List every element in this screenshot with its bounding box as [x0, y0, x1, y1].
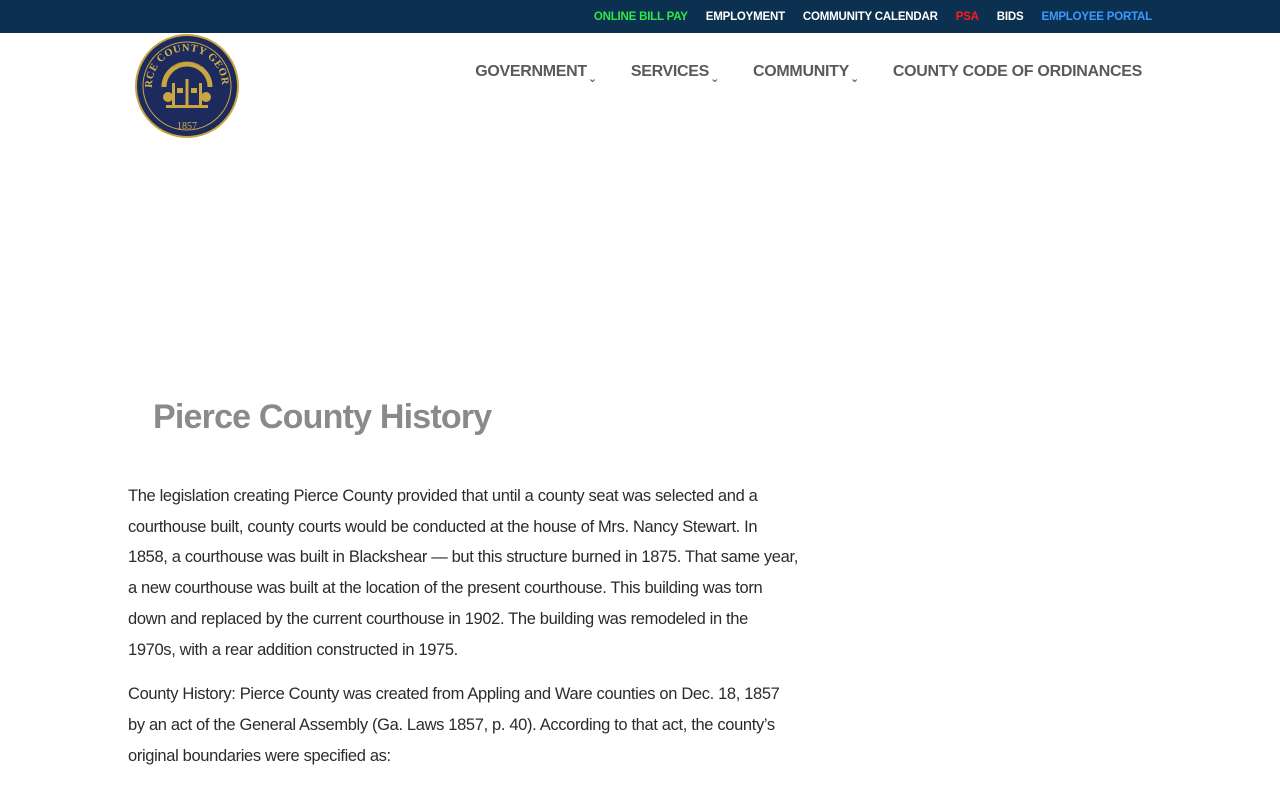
online-bill-pay-link[interactable]: ONLINE BILL PAY	[593, 10, 688, 23]
history-paragraph: County History: Pierce County was created from Appling and Ware counties on Dec. 18, 1857 by an act of the General Assembly (Ga. Laws 1857, p. 40). According to that act, the county’s original boundaries were specified as:	[128, 685, 780, 765]
main-navigation	[475, 63, 1142, 85]
county-seal-logo[interactable]	[134, 33, 240, 139]
employment-link[interactable]: EMPLOYMENT	[705, 10, 785, 23]
history-paragraph: The legislation creating Pierce County provided that until a county seat was selected and a courthouse built, county courts would be conducted at the house of Mrs. Nancy Stewart. In 1858, a courthouse was built in Blackshear — but this structure burned in 1875. That same year, a new courthouse was built at the location of the present courthouse. This building was torn down and replaced by the current courthouse in 1902. The building was remodeled in the 1970s, with a rear addition constructed in 1975.	[128, 487, 798, 659]
utility-links	[594, 0, 1152, 33]
nav-government[interactable]	[475, 63, 597, 85]
seal-year: 1857	[177, 121, 197, 132]
chevron-down-icon: ⌄	[587, 73, 597, 85]
community-calendar-link[interactable]: COMMUNITY CALENDAR	[802, 10, 938, 23]
nav-services[interactable]	[630, 63, 719, 85]
psa-link[interactable]: PSA	[955, 10, 979, 23]
chevron-down-icon: ⌄	[710, 73, 719, 85]
nav-services-label: SERVICES	[630, 63, 710, 80]
article-body	[128, 481, 798, 785]
site-header	[0, 33, 1280, 143]
nav-county-code-of-ordinances[interactable]	[893, 63, 1142, 81]
nav-community-label: COMMUNITY	[752, 63, 849, 80]
nav-government-label: GOVERNMENT	[475, 63, 587, 80]
bids-link[interactable]: BIDS	[996, 10, 1024, 23]
seal-top-text: RCE COUNTY GEOR	[143, 42, 231, 89]
employee-portal-link[interactable]: EMPLOYEE PORTAL	[1041, 10, 1152, 23]
seal-arch-text: CONSTITUTION	[171, 57, 203, 68]
page-title: Pierce County History	[153, 398, 492, 436]
county-seal-graphic	[134, 33, 240, 139]
chevron-down-icon: ⌄	[849, 73, 859, 85]
top-utility-bar	[0, 0, 1280, 33]
nav-county-code-label: COUNTY CODE OF ORDINANCES	[892, 63, 1142, 80]
nav-community[interactable]	[752, 63, 859, 85]
